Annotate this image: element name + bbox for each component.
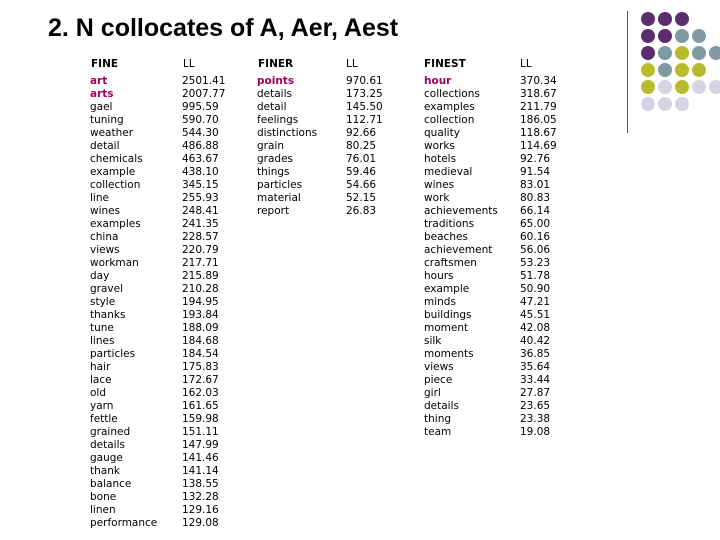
table-cell: lace bbox=[90, 374, 112, 386]
table-cell: 52.15 bbox=[346, 192, 377, 204]
table-cell: grained bbox=[90, 426, 131, 438]
table-cell: 188.09 bbox=[182, 322, 219, 334]
table-cell: workman bbox=[90, 257, 139, 269]
table-cell: collection bbox=[90, 179, 141, 191]
finer-words-column bbox=[257, 75, 317, 218]
table-cell: 56.06 bbox=[520, 244, 551, 256]
table-cell: 159.98 bbox=[182, 413, 219, 425]
table-cell: 36.85 bbox=[520, 348, 551, 360]
table-cell: 47.21 bbox=[520, 296, 551, 308]
table-cell: hotels bbox=[424, 153, 457, 165]
table-cell: linen bbox=[90, 504, 116, 516]
table-cell: 23.65 bbox=[520, 400, 551, 412]
fine-words-column bbox=[90, 75, 157, 530]
table-cell: 141.14 bbox=[182, 465, 219, 477]
table-cell: 92.66 bbox=[346, 127, 377, 139]
header-finer-ll: LL bbox=[346, 58, 358, 70]
table-cell: 463.67 bbox=[182, 153, 219, 165]
decorative-dot bbox=[692, 46, 706, 60]
table-cell: points bbox=[257, 75, 295, 87]
table-cell: wines bbox=[90, 205, 121, 217]
table-cell: 114.69 bbox=[520, 140, 557, 152]
table-cell: 42.08 bbox=[520, 322, 551, 334]
table-cell: 210.28 bbox=[182, 283, 219, 295]
table-cell: 26.83 bbox=[346, 205, 377, 217]
table-cell: example bbox=[424, 283, 470, 295]
table-cell: views bbox=[90, 244, 120, 256]
table-cell: 112.71 bbox=[346, 114, 383, 126]
table-cell: detail bbox=[257, 101, 287, 113]
table-cell: team bbox=[424, 426, 452, 438]
table-cell: moments bbox=[424, 348, 474, 360]
decorative-dot bbox=[692, 80, 706, 94]
table-cell: 51.78 bbox=[520, 270, 551, 282]
decorative-dot bbox=[641, 12, 655, 26]
table-cell: 486.88 bbox=[182, 140, 219, 152]
table-cell: achievements bbox=[424, 205, 498, 217]
table-cell: style bbox=[90, 296, 116, 308]
table-cell: beaches bbox=[424, 231, 468, 243]
table-cell: work bbox=[424, 192, 450, 204]
table-cell: 60.16 bbox=[520, 231, 551, 243]
table-cell: line bbox=[90, 192, 109, 204]
table-cell: thing bbox=[424, 413, 452, 425]
table-cell: 318.67 bbox=[520, 88, 557, 100]
decorative-dot bbox=[675, 29, 689, 43]
table-cell: examples bbox=[90, 218, 141, 230]
table-cell: 35.64 bbox=[520, 361, 551, 373]
decorative-dot bbox=[641, 46, 655, 60]
decorative-dot bbox=[675, 80, 689, 94]
slide-title: 2. N collocates of A, Aer, Aest bbox=[48, 14, 399, 42]
table-cell: grades bbox=[257, 153, 294, 165]
table-cell: 53.23 bbox=[520, 257, 551, 269]
table-cell: balance bbox=[90, 478, 132, 490]
table-cell: 228.57 bbox=[182, 231, 219, 243]
decorative-dot bbox=[641, 29, 655, 43]
table-cell: detail bbox=[90, 140, 120, 152]
table-cell: 54.66 bbox=[346, 179, 377, 191]
table-cell: 186.05 bbox=[520, 114, 557, 126]
table-cell: gravel bbox=[90, 283, 124, 295]
table-cell: details bbox=[424, 400, 459, 412]
table-cell: material bbox=[257, 192, 301, 204]
table-cell: silk bbox=[424, 335, 442, 347]
table-cell: 23.38 bbox=[520, 413, 551, 425]
table-cell: examples bbox=[424, 101, 475, 113]
table-cell: report bbox=[257, 205, 290, 217]
table-cell: 27.87 bbox=[520, 387, 551, 399]
table-cell: 370.34 bbox=[520, 75, 557, 87]
table-cell: 162.03 bbox=[182, 387, 219, 399]
header-finest: FINEST bbox=[424, 58, 466, 70]
table-cell: 83.01 bbox=[520, 179, 551, 191]
header-fine: FINE bbox=[91, 58, 119, 70]
table-cell: lines bbox=[90, 335, 115, 347]
table-cell: hours bbox=[424, 270, 454, 282]
table-cell: 40.42 bbox=[520, 335, 551, 347]
decorative-dot bbox=[658, 63, 672, 77]
table-cell: 132.28 bbox=[182, 491, 219, 503]
table-cell: 193.84 bbox=[182, 309, 219, 321]
table-cell: 92.76 bbox=[520, 153, 551, 165]
table-cell: 255.93 bbox=[182, 192, 219, 204]
table-cell: 91.54 bbox=[520, 166, 551, 178]
table-cell: 172.67 bbox=[182, 374, 219, 386]
table-cell: gael bbox=[90, 101, 113, 113]
table-cell: 590.70 bbox=[182, 114, 219, 126]
table-cell: 145.50 bbox=[346, 101, 383, 113]
decorative-dot bbox=[641, 63, 655, 77]
table-cell: 970.61 bbox=[346, 75, 383, 87]
decorative-dot bbox=[658, 80, 672, 94]
table-cell: 184.54 bbox=[182, 348, 219, 360]
table-cell: 241.35 bbox=[182, 218, 219, 230]
decorative-dot bbox=[692, 29, 706, 43]
table-cell: feelings bbox=[257, 114, 299, 126]
table-cell: works bbox=[424, 140, 455, 152]
decorative-dot bbox=[675, 63, 689, 77]
table-cell: example bbox=[90, 166, 136, 178]
table-cell: art bbox=[90, 75, 108, 87]
table-cell: 161.65 bbox=[182, 400, 219, 412]
decorative-dot bbox=[641, 80, 655, 94]
decorative-dot bbox=[675, 12, 689, 26]
table-cell: 345.15 bbox=[182, 179, 219, 191]
table-cell: 138.55 bbox=[182, 478, 219, 490]
table-cell: thanks bbox=[90, 309, 126, 321]
table-cell: 2501.41 bbox=[182, 75, 226, 87]
table-cell: 66.14 bbox=[520, 205, 551, 217]
decorative-dot bbox=[641, 97, 655, 111]
table-cell: details bbox=[90, 439, 125, 451]
table-cell: 50.90 bbox=[520, 283, 551, 295]
table-cell: weather bbox=[90, 127, 134, 139]
finest-words-column bbox=[424, 75, 498, 439]
table-cell: gauge bbox=[90, 452, 123, 464]
decorative-dot bbox=[675, 97, 689, 111]
table-cell: tuning bbox=[90, 114, 124, 126]
header-fine-ll: LL bbox=[183, 58, 195, 70]
table-cell: 118.67 bbox=[520, 127, 557, 139]
fine-ll-column bbox=[182, 75, 225, 530]
table-cell: 248.41 bbox=[182, 205, 219, 217]
table-cell: 175.83 bbox=[182, 361, 219, 373]
decorative-dot bbox=[658, 46, 672, 60]
table-cell: hour bbox=[424, 75, 452, 87]
table-cell: 147.99 bbox=[182, 439, 219, 451]
header-finest-ll: LL bbox=[520, 58, 532, 70]
table-cell: hair bbox=[90, 361, 111, 373]
table-cell: 544.30 bbox=[182, 127, 219, 139]
table-cell: 45.51 bbox=[520, 309, 551, 321]
table-cell: 173.25 bbox=[346, 88, 383, 100]
table-cell: 151.11 bbox=[182, 426, 219, 438]
table-cell: medieval bbox=[424, 166, 473, 178]
table-cell: tune bbox=[90, 322, 114, 334]
table-cell: craftsmen bbox=[424, 257, 477, 269]
table-cell: 995.59 bbox=[182, 101, 219, 113]
table-cell: 19.08 bbox=[520, 426, 551, 438]
header-finer: FINER bbox=[258, 58, 294, 70]
decorative-dot bbox=[709, 80, 720, 94]
table-cell: particles bbox=[90, 348, 136, 360]
table-cell: arts bbox=[90, 88, 114, 100]
table-cell: thank bbox=[90, 465, 120, 477]
table-cell: 184.68 bbox=[182, 335, 219, 347]
decorative-dot bbox=[658, 29, 672, 43]
table-cell: girl bbox=[424, 387, 441, 399]
table-cell: 215.89 bbox=[182, 270, 219, 282]
table-cell: yarn bbox=[90, 400, 114, 412]
table-cell: achievement bbox=[424, 244, 493, 256]
table-cell: traditions bbox=[424, 218, 475, 230]
table-cell: fettle bbox=[90, 413, 118, 425]
table-cell: moment bbox=[424, 322, 469, 334]
table-cell: views bbox=[424, 361, 454, 373]
table-cell: 194.95 bbox=[182, 296, 219, 308]
decorative-dot bbox=[692, 63, 706, 77]
table-cell: 65.00 bbox=[520, 218, 551, 230]
table-cell: 217.71 bbox=[182, 257, 219, 269]
table-cell: chemicals bbox=[90, 153, 143, 165]
table-cell: collections bbox=[424, 88, 480, 100]
table-cell: details bbox=[257, 88, 292, 100]
table-cell: 33.44 bbox=[520, 374, 551, 386]
table-cell: 80.83 bbox=[520, 192, 551, 204]
table-cell: distinctions bbox=[257, 127, 318, 139]
decorative-dot bbox=[709, 46, 720, 60]
table-cell: things bbox=[257, 166, 290, 178]
table-cell: 2007.77 bbox=[182, 88, 226, 100]
table-cell: wines bbox=[424, 179, 455, 191]
table-cell: 211.79 bbox=[520, 101, 557, 113]
table-cell: piece bbox=[424, 374, 453, 386]
table-cell: 76.01 bbox=[346, 153, 377, 165]
table-cell: old bbox=[90, 387, 107, 399]
table-cell: bone bbox=[90, 491, 117, 503]
table-cell: 141.46 bbox=[182, 452, 219, 464]
finer-ll-column bbox=[346, 75, 383, 218]
decorative-dot bbox=[658, 12, 672, 26]
decorative-dot bbox=[675, 46, 689, 60]
table-cell: buildings bbox=[424, 309, 472, 321]
table-cell: china bbox=[90, 231, 119, 243]
table-cell: 129.16 bbox=[182, 504, 219, 516]
table-cell: 59.46 bbox=[346, 166, 377, 178]
table-cell: 80.25 bbox=[346, 140, 377, 152]
table-cell: quality bbox=[424, 127, 460, 139]
table-cell: 129.08 bbox=[182, 517, 219, 529]
table-cell: minds bbox=[424, 296, 456, 308]
table-cell: grain bbox=[257, 140, 284, 152]
decorative-dot bbox=[658, 97, 672, 111]
finest-ll-column bbox=[520, 75, 557, 439]
table-cell: 438.10 bbox=[182, 166, 219, 178]
table-cell: performance bbox=[90, 517, 158, 529]
divider-line bbox=[627, 11, 628, 133]
table-cell: 220.79 bbox=[182, 244, 219, 256]
table-cell: particles bbox=[257, 179, 303, 191]
table-cell: day bbox=[90, 270, 110, 282]
table-cell: collection bbox=[424, 114, 475, 126]
